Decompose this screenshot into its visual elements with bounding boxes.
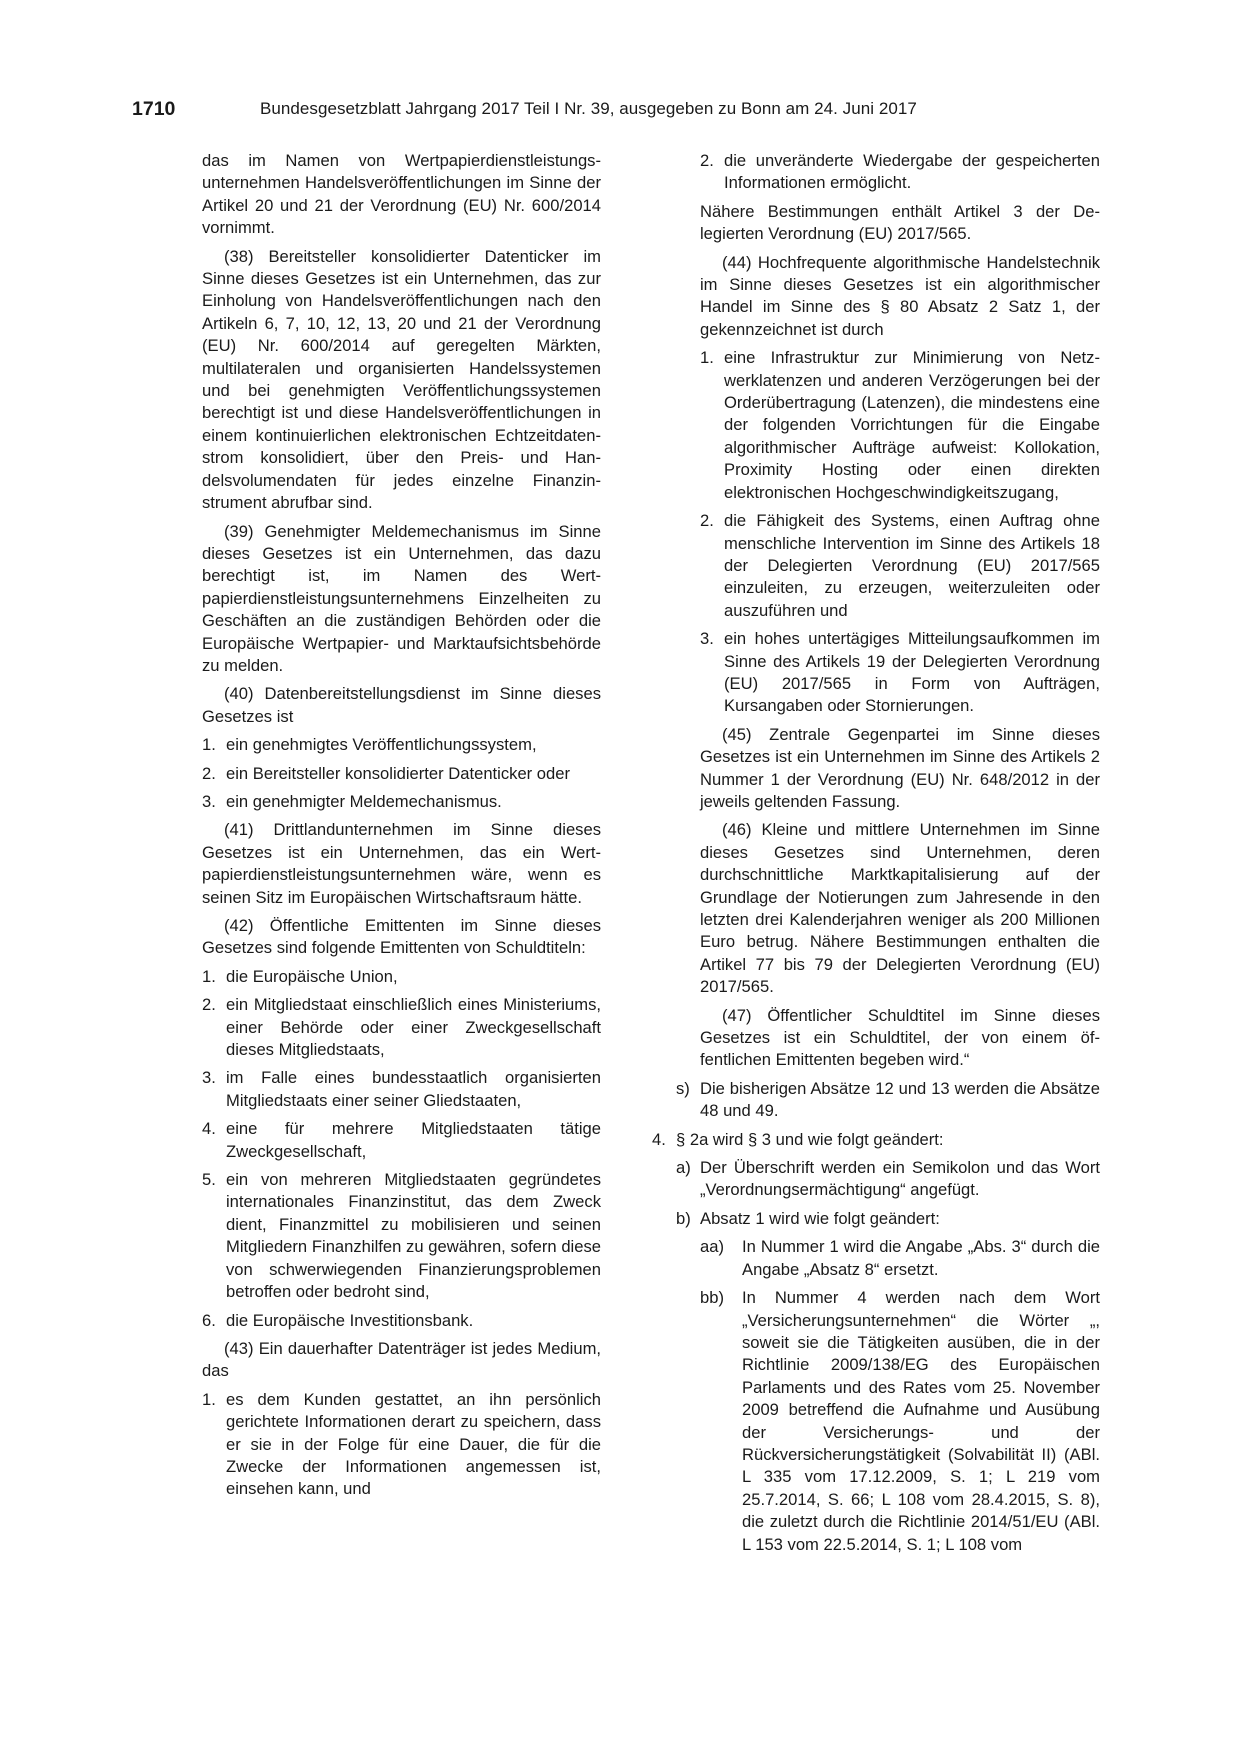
list-text: die unveränderte Wiedergabe der gespeicherten Informationen ermöglicht.	[724, 151, 1100, 193]
list-number: b)	[676, 1208, 691, 1228]
list-item	[700, 150, 1100, 195]
list-number: 2.	[700, 511, 714, 531]
list-number: s)	[676, 1078, 690, 1098]
list-number: 2.	[202, 763, 216, 783]
list-item	[202, 994, 601, 1061]
list-text: ein genehmigter Meldemechanismus.	[226, 791, 502, 811]
list-number: 4.	[652, 1129, 666, 1149]
list-text: Der Überschrift werden ein Semikolon und das Wort „Verordnungsermächtigung“ angefügt.	[700, 1158, 1100, 1200]
paragraph-44: (44) Hochfrequente algorithmische Handelstechnik im Sinne dieses Gesetzes ist ein algorithmischer Handel im Sinne des § 80 Absatz 2 Satz 1, der gekennzeichnet ist durch	[700, 252, 1100, 339]
list-44	[652, 347, 1100, 718]
list-number: 1.	[202, 735, 216, 755]
list-item-aa	[700, 1236, 1100, 1281]
list-item	[202, 734, 601, 756]
left-column	[202, 150, 601, 1507]
list-text: Die bisherigen Absätze 12 und 13 werden die Absätze 48 und 49.	[700, 1078, 1100, 1121]
list-item	[202, 791, 601, 813]
list-item-bb	[700, 1287, 1100, 1556]
paragraph-42: (42) Öffentliche Emittenten im Sinne dieses Gesetzes sind folgende Emittenten von Schuldtiteln:	[202, 916, 601, 958]
list-text: ein von mehreren Mitgliedstaaten gegründetes internationales Finanzinstitut, das dem Zweck dient, Finanzmittel zu mobilisieren und seinen Mitgliedern Finanzhilfen zu gewähren, sofern diese von schwerwiegenden Finanzierungsproblemen betroffen oder bedroht sind,	[226, 1170, 601, 1302]
list-item-a	[676, 1157, 1100, 1202]
list-text: § 2a wird § 3 und wie folgt geändert:	[676, 1129, 944, 1149]
list-text: ein Mitgliedstaat einschließlich eines Ministeriums, einer Behörde oder einer Zweckgesellschaft dieses Mitgliedstaats,	[226, 995, 601, 1060]
list-number: 4.	[202, 1119, 216, 1139]
list-42	[202, 966, 601, 1332]
list-number: 1.	[700, 348, 714, 368]
list-item	[202, 1169, 601, 1303]
list-text: eine für mehrere Mitgliedstaaten tätige Zweckgesellschaft,	[226, 1119, 601, 1161]
page-number: 1710	[132, 98, 176, 120]
list-43	[202, 1389, 601, 1501]
running-head: Bundesgesetzblatt Jahrgang 2017 Teil I Nr. 39, ausgegeben zu Bonn am 24. Juni 2017	[260, 99, 917, 118]
page-header	[132, 98, 1112, 128]
right-column	[652, 150, 1100, 1562]
list-text: die Europäische Investitionsbank.	[226, 1310, 474, 1330]
list-item	[202, 1118, 601, 1163]
list-40	[202, 734, 601, 813]
list-item	[202, 1389, 601, 1501]
list-item-s	[676, 1078, 1100, 1123]
paragraph-41: (41) Drittlandunternehmen im Sinne dieses Gesetzes ist ein Unternehmen, das ein Wertpapierdienstleistungsunternehmen wäre, wenn es seinen Sitz im Europäischen Wirtschaftsraum hätte.	[202, 820, 601, 907]
list-item-b	[676, 1208, 1100, 1230]
list-text: In Nummer 1 wird die Angabe „Abs. 3“ durch die Angabe „Absatz 8“ ersetzt.	[742, 1237, 1100, 1279]
paragraph-47: (47) Öffentlicher Schuldtitel im Sinne dieses Gesetzes ist ein Schuldtitel, der von einem öffentlichen Emittenten begeben wird.“	[700, 1005, 1100, 1070]
list-item	[202, 1067, 601, 1112]
list-number: 1.	[202, 1389, 216, 1409]
list-number: a)	[676, 1158, 691, 1178]
list-item	[202, 966, 601, 988]
list-text: ein genehmigtes Veröffentlichungssystem,	[226, 735, 537, 755]
list-text: In Nummer 4 werden nach dem Wort „Versicherungsunternehmen“ die Wörter „, soweit sie die Tätigkeiten ausüben, die in der Richtlinie 2009/138/EG des Europäischen Parlaments und des Rates vom 25. November 2009 betreffend die Aufnahme und Ausübung der Versicherungs- und der Rückversicherungstätigkeit (Solvabilität II) (ABl. L 335 vom 17.12.2009, S. 1; L 219 vom 25.7.2014, S. 66; L 108 vom 28.4.2015, S. 8), die zuletzt durch die Richtlinie 2014/51/EU (ABl. L 153 vom 22.5.2014, S. 1; L 108 vom	[742, 1288, 1100, 1554]
paragraph-46: (46) Kleine und mittlere Unternehmen im Sinne dieses Gesetzes sind Unternehmen, deren durchschnittliche Marktkapitalisierung auf der Grundlage der Notierungen zum Jahresende in den letzten drei Kalenderjahren weniger als 200 Millionen Euro betrug. Nähere Bestimmungen enthalten die Artikel 77 bis 79 der Delegierten Verordnung (EU) 2017/565.	[700, 820, 1100, 997]
list-item	[700, 347, 1100, 504]
list-text: eine Infrastruktur zur Minimierung von Netzwerklatenzen und anderen Verzögerungen bei der Orderübertragung (Latenzen), die mindestens eine der folgenden Vorrichtungen für die Eingabe algorithmischer Aufträge aufweist: Kollokation, Proximity Hosting oder einen direkten elektronischen Hochgeschwindigkeitszugang,	[724, 348, 1100, 502]
list-text: ein hohes untertägiges Mitteilungsaufkommen im Sinne des Artikels 19 der Delegierten Verordnung (EU) 2017/565 in Form von Aufträgen, Kursangaben oder Stornierungen.	[724, 629, 1100, 716]
list-text: ein Bereitsteller konsolidierter Datenticker oder	[226, 763, 571, 783]
list-item	[202, 1310, 601, 1332]
list-number: 3.	[700, 629, 714, 649]
paragraph-38: (38) Bereitsteller konsolidierter Datenticker im Sinne dieses Gesetzes ist ein Unternehmen, das zur Einholung von Handelsveröffentlichungen nach den Artikeln 6, 7, 10, 12, 13, 20 und 21 der Verordnung (EU) Nr. 600/2014 auf geregelten Märkten, multilateralen und organisierten Handelssystemen und bei genehmigten Veröffentlichungssystemen berechtigt ist und diese Handelsveröffentlichungen in einem kontinuierlichen elektronischen Echtzeitdatenstrom konsolidiert, über den Preis- und Handelsvolumendaten für jedes einzelne Finanzinstrument abrufbar sind.	[202, 246, 601, 513]
list-number: 6.	[202, 1310, 216, 1330]
paragraph-40: (40) Datenbereitstellungsdienst im Sinne dieses Gesetzes ist	[202, 684, 601, 726]
list-number: 2.	[700, 151, 714, 170]
list-item	[202, 763, 601, 785]
paragraph-43: (43) Ein dauerhafter Datenträger ist jedes Medium, das	[202, 1338, 601, 1381]
list-item-4	[652, 1129, 1100, 1151]
list-number: 2.	[202, 995, 216, 1015]
list-item	[700, 628, 1100, 718]
list-text: die Fähigkeit des Systems, einen Auftrag ohne menschliche Intervention im Sinne des Artikels 18 der Delegierten Verordnung (EU) 2017/565 einzuleiten, zu erzeugen, weiterzuleiten oder auszuführen und	[724, 511, 1100, 620]
list-text: Absatz 1 wird wie folgt geändert:	[700, 1208, 940, 1228]
list-number: bb)	[700, 1288, 724, 1308]
list-number: aa)	[700, 1237, 724, 1257]
list-number: 1.	[202, 966, 216, 986]
paragraph-45: (45) Zentrale Gegenpartei im Sinne dieses Gesetzes ist ein Unternehmen im Sinne des Artikels 2 Nummer 1 der Verordnung (EU) Nr. 648/2012 in der jeweils geltenden Fassung.	[700, 724, 1100, 811]
paragraph-39: (39) Genehmigter Meldemechanismus im Sinne dieses Gesetzes ist ein Unternehmen, das dazu berechtigt ist, im Namen des Wertpapierdienstleistungsunternehmens Einzelheiten zu Geschäften an die zuständigen Behörden oder die Europäische Wertpapier- und Marktaufsichtsbehörde zu melden.	[202, 521, 601, 675]
list-number: 5.	[202, 1170, 216, 1190]
paragraph-43-note: Nähere Bestimmungen enthält Artikel 3 der Delegierten Verordnung (EU) 2017/565.	[700, 201, 1100, 244]
list-number: 3.	[202, 1068, 216, 1088]
paragraph-continuation: das im Namen von Wertpapierdienstleistungsunternehmen Handelsveröffentlichungen im Sinne der Artikel 20 und 21 der Verordnung (EU) Nr. 600/2014 vornimmt.	[202, 151, 601, 238]
list-number: 3.	[202, 791, 216, 811]
list-text: es dem Kunden gestattet, an ihn persönlich gerichtete Informationen derart zu speichern, dass er sie in der Folge für eine Dauer, die für die Zwecke der Informationen angemessen ist, einsehen kann, und	[226, 1389, 601, 1499]
list-item	[700, 510, 1100, 622]
list-text: im Falle eines bundesstaatlich organisierten Mitgliedstaats einer seiner Gliedstaaten,	[226, 1068, 601, 1110]
list-text: die Europäische Union,	[226, 966, 398, 986]
